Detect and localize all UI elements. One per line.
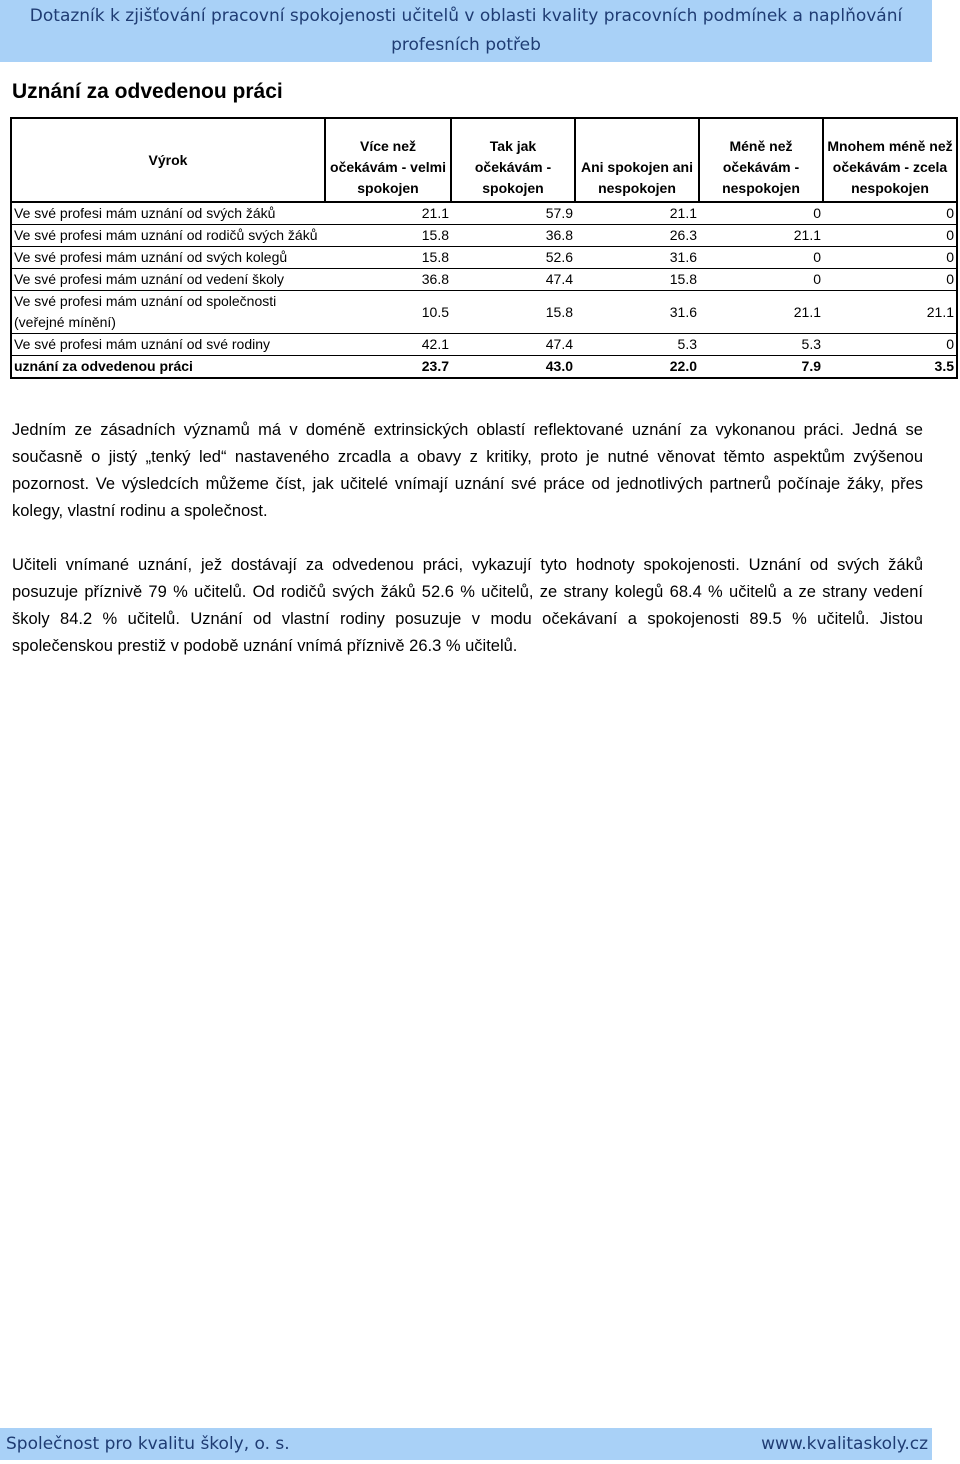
row-label: Ve své profesi mám uznání od společnosti (veřejné mínění): [11, 291, 325, 334]
column-header: Více než očekávám - velmi spokojen: [325, 118, 451, 202]
table-cell: 0: [823, 202, 957, 225]
table-cell: 42.1: [325, 334, 451, 356]
table-cell: 21.1: [575, 202, 699, 225]
table-row: [11, 291, 957, 334]
table-cell: 0: [699, 269, 823, 291]
total-cell: 22.0: [575, 356, 699, 379]
header-title-line1: Dotazník k zjišťování pracovní spokojenosti učitelů v oblasti kvality pracovních podmínek a naplňování: [29, 6, 903, 26]
table-cell: 36.8: [451, 225, 575, 247]
table-total-row: [11, 356, 957, 379]
page-header: [0, 0, 932, 62]
table-cell: 0: [699, 247, 823, 269]
total-cell: 23.7: [325, 356, 451, 379]
row-label: Ve své profesi mám uznání od vedení školy: [11, 269, 325, 291]
header-title-line2: profesních potřeb: [391, 35, 541, 55]
total-cell: 43.0: [451, 356, 575, 379]
total-cell: 3.5: [823, 356, 957, 379]
table-cell: 0: [823, 269, 957, 291]
table-cell: 21.1: [823, 291, 957, 334]
table-cell: 15.8: [451, 291, 575, 334]
row-label: Ve své profesi mám uznání od svých kolegů: [11, 247, 325, 269]
table-cell: 31.6: [575, 291, 699, 334]
total-label: uznání za odvedenou práci: [11, 356, 325, 379]
table-cell: 15.8: [325, 225, 451, 247]
total-cell: 7.9: [699, 356, 823, 379]
column-header: Výrok: [11, 118, 325, 202]
table-cell: 36.8: [325, 269, 451, 291]
section-title: Uznání za odvedenou práci: [12, 80, 283, 103]
column-header: Mnohem méně než očekávám - zcela nespokojen: [823, 118, 957, 202]
table-cell: 52.6: [451, 247, 575, 269]
table-row: [11, 247, 957, 269]
table-cell: 26.3: [575, 225, 699, 247]
row-label: Ve své profesi mám uznání od rodičů svých žáků: [11, 225, 325, 247]
table-row: [11, 334, 957, 356]
table-cell: 0: [823, 247, 957, 269]
table-cell: 21.1: [699, 225, 823, 247]
column-header: Méně než očekávám - nespokojen: [699, 118, 823, 202]
table-cell: 57.9: [451, 202, 575, 225]
table-header-row: [11, 118, 957, 202]
row-label: Ve své profesi mám uznání od svých žáků: [11, 202, 325, 225]
table-cell: 31.6: [575, 247, 699, 269]
table-row: [11, 269, 957, 291]
table-cell: 21.1: [699, 291, 823, 334]
table-row: [11, 225, 957, 247]
table-cell: 0: [699, 202, 823, 225]
table-cell: 15.8: [325, 247, 451, 269]
page-footer: [0, 1428, 932, 1460]
footer-organization: Společnost pro kvalitu školy, o. s.: [6, 1434, 290, 1454]
table-cell: 5.3: [575, 334, 699, 356]
table-cell: 15.8: [575, 269, 699, 291]
row-label: Ve své profesi mám uznání od své rodiny: [11, 334, 325, 356]
table-row: [11, 202, 957, 225]
table-cell: 0: [823, 225, 957, 247]
table-cell: 10.5: [325, 291, 451, 334]
paragraph-2: Učiteli vnímané uznání, jež dostávají za odvedenou práci, vykazují tyto hodnoty spokojenosti. Uznání od svých žáků posuzuje příznivě 79 % učitelů. Od rodičů svých žáků 52.6 % učitelů, ze strany kolegů 68.4 % učitelů a ze strany vedení školy 84.2 % učitelů. Uznání od vlastní rodiny posuzuje v modu očekávaní a spokojenosti 89.5 % učitelů. Jistou společenskou prestiž v podobě uznání vnímá příznivě 26.3 % učitelů.: [12, 556, 923, 655]
paragraph-1: Jedním ze zásadních významů má v doméně extrinsických oblastí reflektované uznání za vykonanou práci. Jedná se současně o jistý „tenký led“ nastaveného zrcadla a obavy z kritiky, proto je nutné věnovat těmto aspektům zvýšenou pozornost. Ve výsledcích můžeme číst, jak učitelé vnímají uznání své práce od jednotlivých partnerů počínaje žáky, přes kolegy, vlastní rodinu a společnost.: [12, 421, 923, 520]
table-cell: 47.4: [451, 269, 575, 291]
table-cell: 5.3: [699, 334, 823, 356]
column-header: Tak jak očekávám - spokojen: [451, 118, 575, 202]
results-table: [10, 117, 958, 379]
table-cell: 0: [823, 334, 957, 356]
table-cell: 47.4: [451, 334, 575, 356]
column-header: Ani spokojen ani nespokojen: [575, 118, 699, 202]
table-cell: 21.1: [325, 202, 451, 225]
footer-website-link[interactable]: www.kvalitaskoly.cz: [761, 1434, 928, 1454]
